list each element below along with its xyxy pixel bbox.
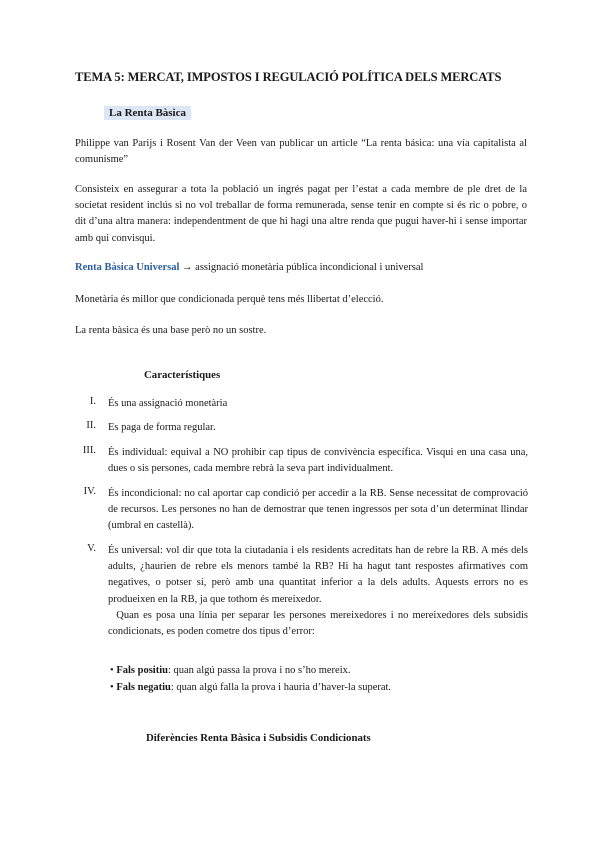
list-item: És individual: equival a NO prohibir cap tipus de convivència específica. Visqui en una casa una, dues o sis persones, cada membre rebrà la seva part individualment. xyxy=(108,447,528,475)
list-item: És una assignació monetària xyxy=(108,398,228,409)
paragraph-definition: Consisteix en assegurar a tota la població un ingrés pagat per l’estat a cada membre de ple dret de la societat resident inclús si no vol treballar de forma remunerada, sense tenir en compte si és ric o pobre, o dit d’una altra manera: independentment de que hi hagi una altre renda que pugui haver-hi i sense importar amb qui convisqui. xyxy=(75,184,527,244)
bullet-item-false-positive xyxy=(110,662,530,679)
characteristics-heading: Característiques xyxy=(144,369,221,381)
bullet-term: Fals negatiu xyxy=(116,682,171,693)
bullet-term: Fals positiu xyxy=(116,665,168,676)
term-renta-basica-universal: Renta Bàsica Universal xyxy=(75,262,180,273)
paragraph-article-reference: Philippe van Parijs i Rosent Van der Veen van publicar un article “La renta básica: una vía capitalista al comunisme” xyxy=(75,138,527,166)
paragraph-monetary: Monetària és millor que condicionada perquè tens més llibertat d’elecció. xyxy=(75,294,384,305)
list-item-number: II. xyxy=(86,420,96,431)
bullet-icon: • xyxy=(110,665,114,676)
paragraph-base-not-ceiling: La renta bàsica és una base però no un sostre. xyxy=(75,325,267,336)
bullet-icon: • xyxy=(110,682,114,693)
list-item: Es paga de forma regular. xyxy=(108,422,216,433)
list-item-number: III. xyxy=(82,445,96,456)
list-item-number: V. xyxy=(87,543,96,554)
term-definition: → assignació monetària pública incondicional i universal xyxy=(179,262,424,273)
differences-heading: Diferències Renta Bàsica i Subsidis Condicionats xyxy=(146,732,371,744)
bullet-text: : quan algú falla la prova i hauria d’haver-la superat. xyxy=(170,682,392,693)
document-title: TEMA 5: MERCAT, IMPOSTOS I REGULACIÓ POLÍTICA DELS MERCATS xyxy=(75,70,502,84)
list-item-number: IV. xyxy=(83,486,96,497)
list-item: És incondicional: no cal aportar cap condició per accedir a la RB. Sense necessitat de comprovació de recursos. Les persones no han de demostrar que tenen ingressos per sota d’un determinat llindar (umbral en castellà). xyxy=(108,488,528,532)
section-heading-renta-basica: La Renta Bàsica xyxy=(104,106,191,120)
error-types-list xyxy=(110,662,530,696)
list-item-continuation: Quan es posa una línia per separar les persones mereixedores i no mereixedores dels subsidis condicionats, es poden cometre dos tipus d’error: xyxy=(108,610,529,638)
bullet-text: : quan algú passa la prova i no s’ho mereix. xyxy=(167,665,351,676)
paragraph-universal-basic-income xyxy=(75,260,527,276)
list-item: És universal: vol dir que tota la ciutadania i els residents acreditats han de rebre la RB. A més dels adults, ¿haurien de rebre els menors també la RB? Hi ha hagut tant respostes afirmatives com negatives, o potser sí, però amb una quantitat inferior a la dels adults. Aquests errors no es produeixen en la RB, ja que tothom és mereixedor. xyxy=(108,545,528,605)
bullet-item-false-negative xyxy=(110,679,530,696)
list-item-number: I. xyxy=(89,396,96,407)
